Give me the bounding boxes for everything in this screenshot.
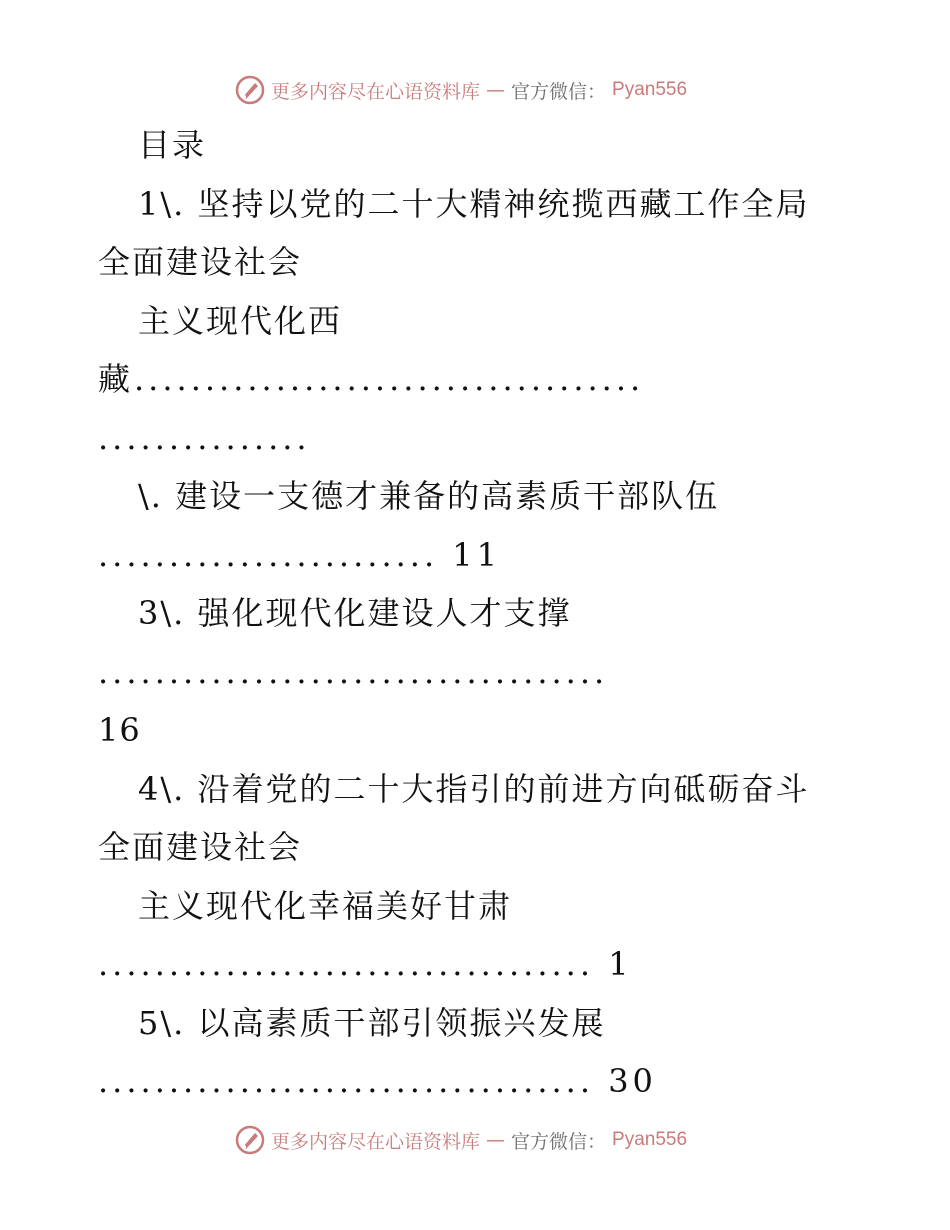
- toc-entry-1[interactable]: [98, 175, 858, 468]
- toc-entry-title: \. 建设一支德才兼备的高素质干部队伍: [138, 477, 720, 515]
- toc-page-number: 16: [98, 711, 141, 749]
- watermark-brand: 更多内容尽在心语资料库: [271, 80, 481, 103]
- toc-leader-page: ................................... 1: [98, 945, 633, 983]
- toc-title: 目录: [138, 126, 207, 164]
- watermark-wechat-id: Pyan556: [612, 79, 688, 100]
- toc-entry-5[interactable]: [98, 994, 858, 1111]
- watermark-brand: 更多内容尽在心语资料库: [271, 1130, 481, 1153]
- watermark-separator: —: [486, 79, 506, 101]
- toc-entry-title-cont: 主义现代化幸福美好甘肃: [138, 886, 513, 925]
- toc-leader-page: ........................ 11: [98, 535, 502, 574]
- toc-leader-page: ................................... 30: [98, 1062, 657, 1100]
- toc-entry-title-cont: 全面建设社会: [98, 828, 303, 866]
- toc-leader-dots: 藏....................................: [98, 360, 645, 398]
- toc-entry-title: 3\. 强化现代化建设人才支撑: [138, 594, 572, 632]
- pen-seal-icon: [235, 75, 265, 105]
- toc-entry-title: 1\. 坚持以党的二十大精神统揽西藏工作全局: [138, 184, 810, 223]
- toc-entry-title: 4\. 沿着党的二十大指引的前进方向砥砺奋斗: [138, 769, 810, 808]
- toc-entry-title-cont: 主义现代化西: [138, 301, 343, 340]
- toc-entry-2[interactable]: [98, 467, 858, 584]
- toc-leader-dots: ...............: [98, 418, 311, 457]
- toc-entry-3[interactable]: [98, 584, 858, 760]
- watermark-label: 官方微信：: [511, 1130, 607, 1153]
- toc-entry-title-cont: 全面建设社会: [98, 243, 303, 281]
- footer-watermark: [235, 1124, 687, 1156]
- toc-entry-title: 5\. 以高素质干部引领振兴发展: [138, 1003, 606, 1042]
- watermark-separator: —: [486, 1129, 506, 1151]
- toc-leader-dots: ....................................: [98, 652, 609, 691]
- header-watermark: [235, 74, 687, 106]
- watermark-wechat-id: Pyan556: [612, 1129, 688, 1150]
- watermark-label: 官方微信：: [511, 80, 607, 103]
- pen-seal-icon: [235, 1125, 265, 1155]
- table-of-contents: [98, 116, 858, 1111]
- toc-entry-4[interactable]: [98, 760, 858, 994]
